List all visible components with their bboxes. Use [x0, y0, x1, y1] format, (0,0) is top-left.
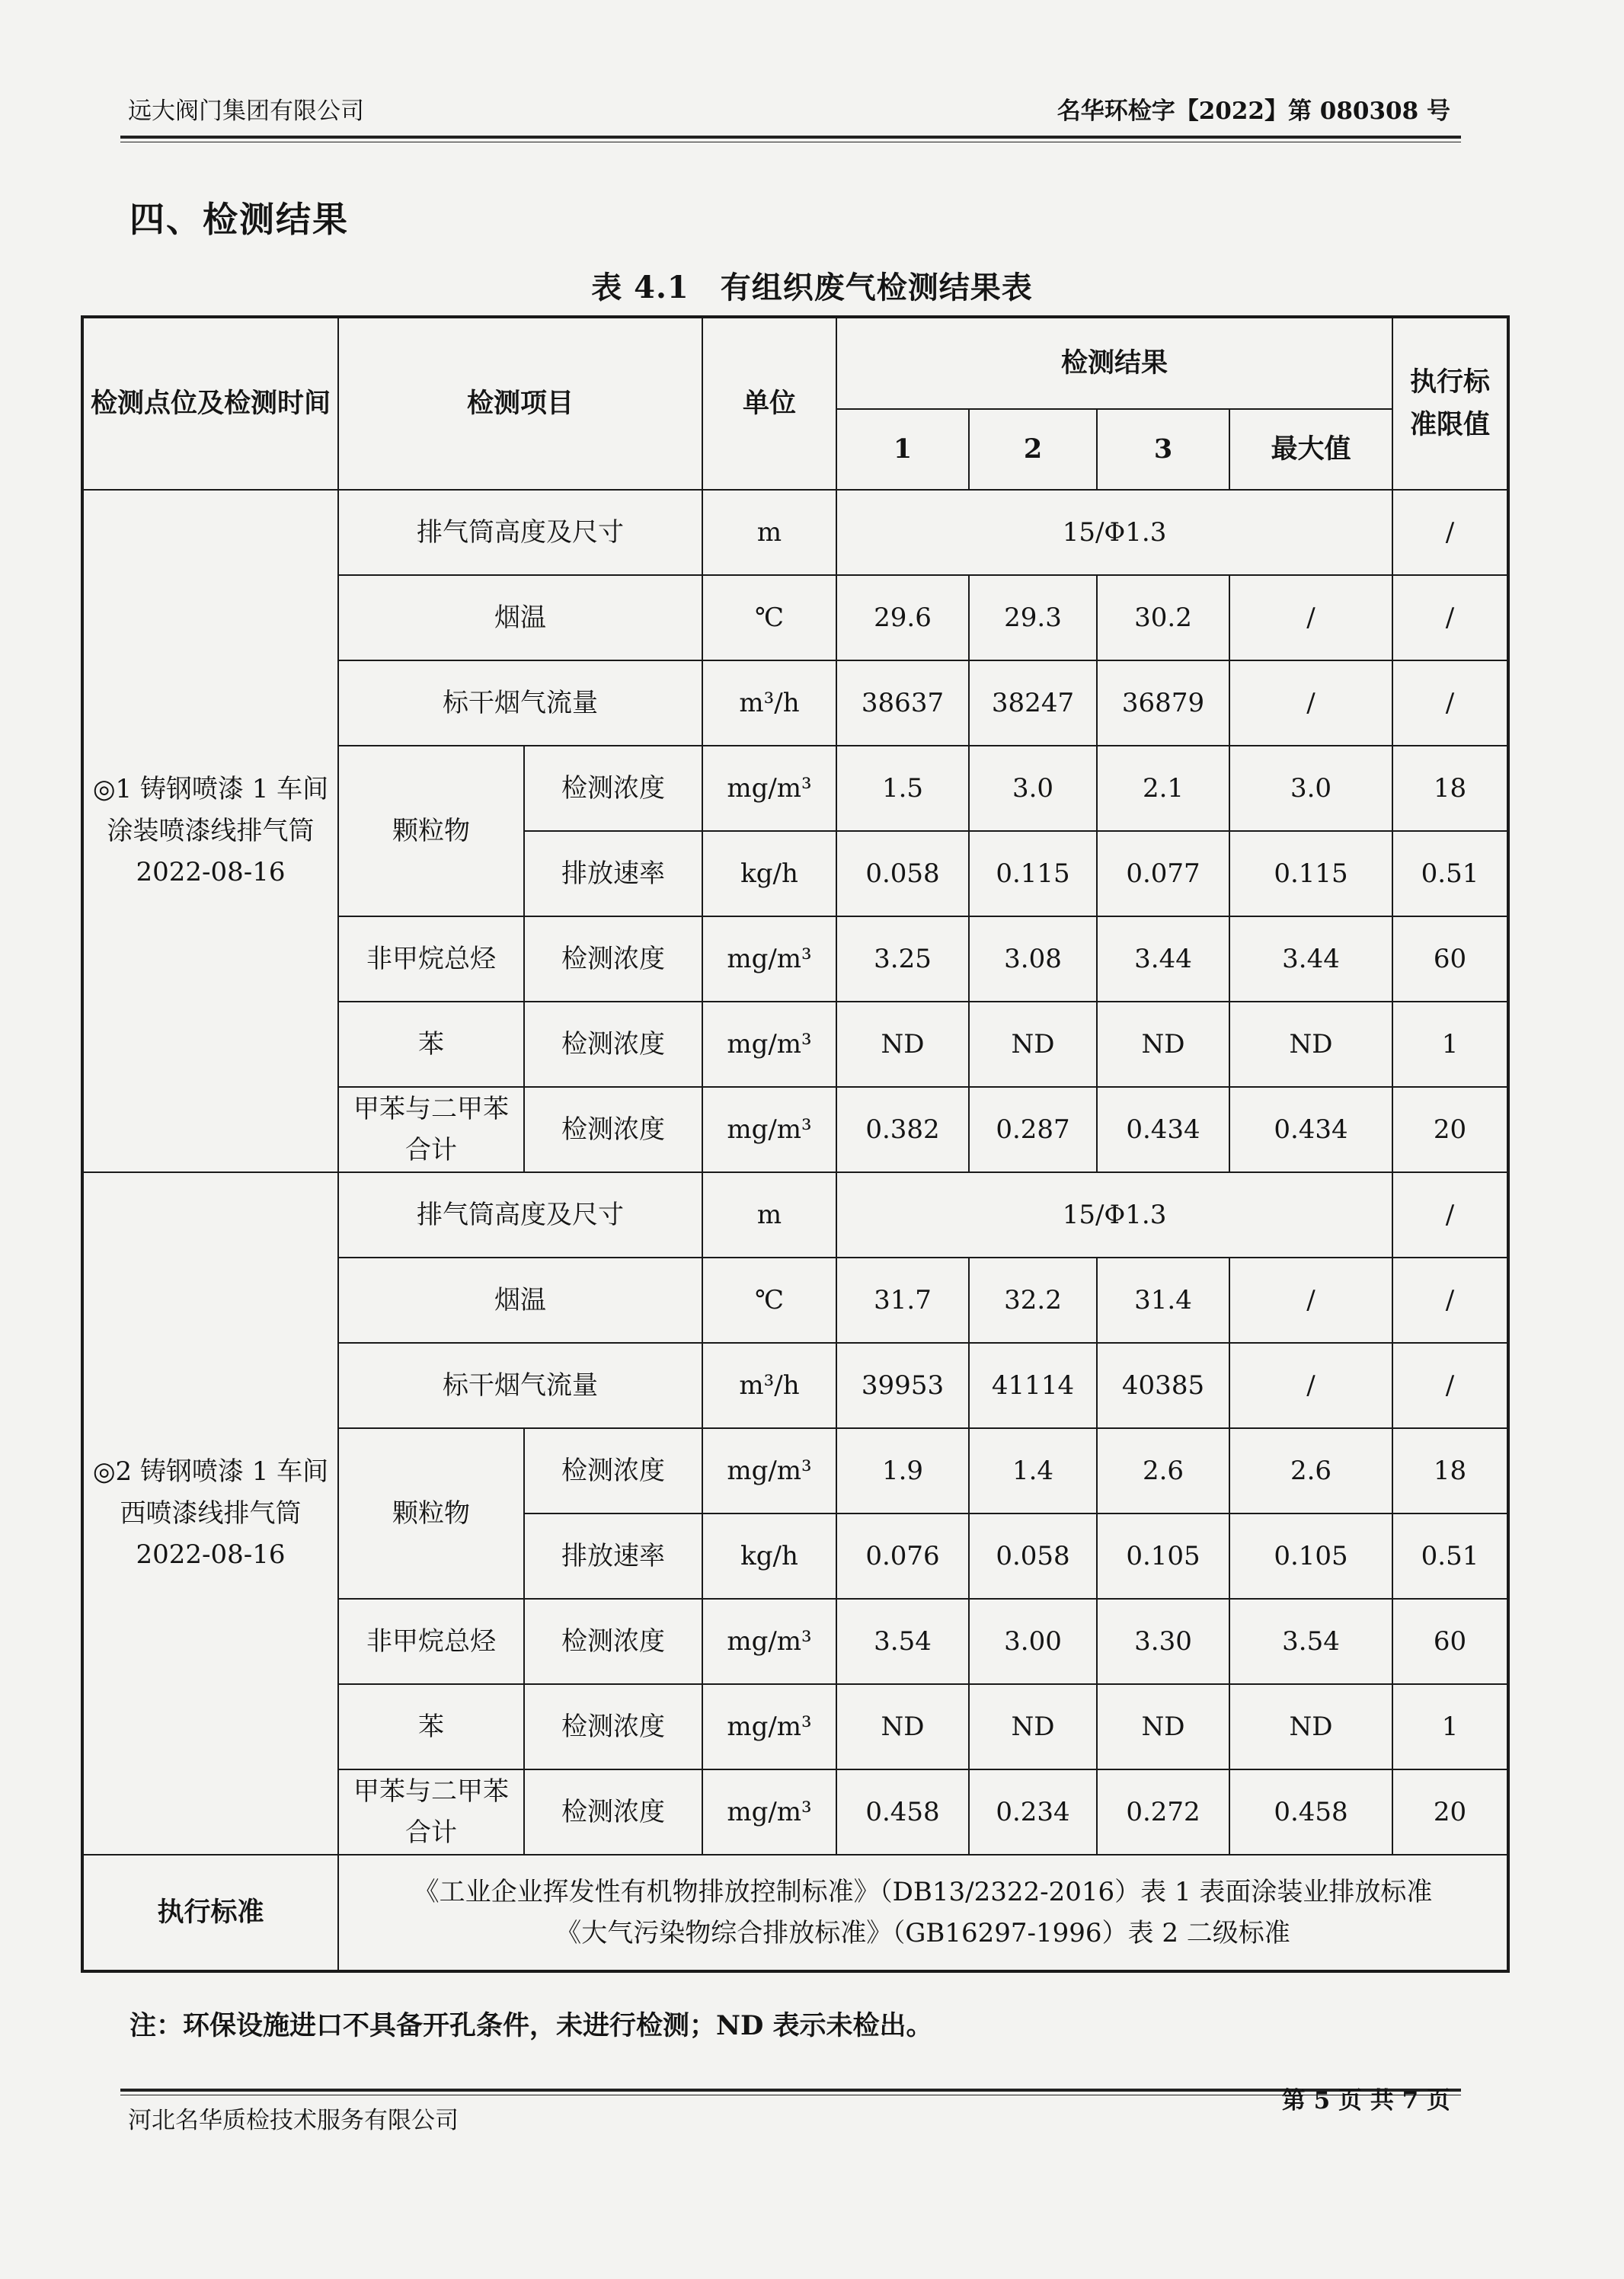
standard-line-1: 《工业企业挥发性有机物排放控制标准》（DB13/2322-2016）表 1 表面涂装业排放标准 [413, 1876, 1433, 1907]
unit-cell: mg/m³ [702, 1428, 836, 1513]
unit-cell: m³/h [702, 1343, 836, 1428]
value-cell: 0.076 [836, 1513, 969, 1599]
value-cell: 2.6 [1097, 1428, 1229, 1513]
value-cell: 29.6 [836, 575, 969, 660]
value-cell: 15/Φ1.3 [836, 1172, 1392, 1258]
footer-page-number: 第 5 页 共 7 页 [1281, 2087, 1450, 2114]
value-cell: ND [969, 1002, 1097, 1087]
limit-cell: 1 [1392, 1002, 1508, 1087]
standard-row [82, 1855, 1508, 1971]
item-cell: 烟温 [338, 1258, 702, 1343]
value-cell: 0.058 [969, 1513, 1097, 1599]
max-cell: 0.115 [1229, 831, 1392, 916]
unit-cell: ℃ [702, 575, 836, 660]
item-cell: 标干烟气流量 [338, 660, 702, 746]
unit-cell: mg/m³ [702, 1769, 836, 1855]
value-cell: 31.4 [1097, 1258, 1229, 1343]
max-cell: 3.44 [1229, 916, 1392, 1002]
value-cell: 0.434 [1097, 1087, 1229, 1172]
table-note: 注：环保设施进口不具备开孔条件，未进行检测；ND 表示未检出。 [129, 2010, 933, 2041]
standard-text [338, 1855, 1508, 1971]
header-item: 检测项目 [338, 317, 702, 490]
item-cell: 颗粒物 [338, 746, 524, 916]
value-cell: 3.54 [836, 1599, 969, 1684]
value-cell: 29.3 [969, 575, 1097, 660]
section-title: 四、检测结果 [129, 199, 349, 240]
unit-cell: kg/h [702, 831, 836, 916]
item-cell: 颗粒物 [338, 1428, 524, 1599]
value-cell: 1.5 [836, 746, 969, 831]
subitem-cell: 检测浓度 [524, 1599, 702, 1684]
max-cell: 3.0 [1229, 746, 1392, 831]
limit-cell: 18 [1392, 746, 1508, 831]
value-cell: 38637 [836, 660, 969, 746]
value-cell: 41114 [969, 1343, 1097, 1428]
value-cell: 3.08 [969, 916, 1097, 1002]
limit-cell: 0.51 [1392, 1513, 1508, 1599]
value-cell: 40385 [1097, 1343, 1229, 1428]
header-n3: 3 [1097, 409, 1229, 490]
value-cell: 0.115 [969, 831, 1097, 916]
item-cell: 苯 [338, 1684, 524, 1769]
value-cell: 0.105 [1097, 1513, 1229, 1599]
max-cell: ND [1229, 1684, 1392, 1769]
value-cell: 39953 [836, 1343, 969, 1428]
value-cell: ND [1097, 1684, 1229, 1769]
max-cell: ND [1229, 1002, 1392, 1087]
max-cell: 0.105 [1229, 1513, 1392, 1599]
item-cell: 甲苯与二甲苯合计 [338, 1769, 524, 1855]
location-cell: ◎1 铸钢喷漆 1 车间涂装喷漆线排气筒 2022-08-16 [82, 490, 338, 1172]
item-cell: 烟温 [338, 575, 702, 660]
max-cell: / [1229, 660, 1392, 746]
header-unit: 单位 [702, 317, 836, 490]
unit-cell: m [702, 490, 836, 575]
table-row [82, 490, 1508, 575]
unit-cell: m [702, 1172, 836, 1258]
value-cell: ND [969, 1684, 1097, 1769]
unit-cell: m³/h [702, 660, 836, 746]
item-cell: 非甲烷总烃 [338, 916, 524, 1002]
value-cell: 15/Φ1.3 [836, 490, 1392, 575]
limit-cell: 18 [1392, 1428, 1508, 1513]
limit-cell: / [1392, 1172, 1508, 1258]
value-cell: 1.4 [969, 1428, 1097, 1513]
max-cell: / [1229, 575, 1392, 660]
limit-cell: 1 [1392, 1684, 1508, 1769]
results-table [81, 315, 1510, 1973]
value-cell: 3.30 [1097, 1599, 1229, 1684]
unit-cell: mg/m³ [702, 1599, 836, 1684]
value-cell: 0.272 [1097, 1769, 1229, 1855]
value-cell: 38247 [969, 660, 1097, 746]
header-n1: 1 [836, 409, 969, 490]
header-limit: 执行标准限值 [1392, 317, 1508, 490]
value-cell: 0.077 [1097, 831, 1229, 916]
value-cell: 3.00 [969, 1599, 1097, 1684]
limit-cell: / [1392, 575, 1508, 660]
value-cell: 0.234 [969, 1769, 1097, 1855]
header-n2: 2 [969, 409, 1097, 490]
subitem-cell: 排放速率 [524, 831, 702, 916]
limit-cell: 60 [1392, 1599, 1508, 1684]
header-rule [120, 136, 1461, 139]
unit-cell: mg/m³ [702, 1684, 836, 1769]
location-cell: ◎2 铸钢喷漆 1 车间西喷漆线排气筒 2022-08-16 [82, 1172, 338, 1855]
value-cell: 0.458 [836, 1769, 969, 1855]
value-cell: 0.058 [836, 831, 969, 916]
value-cell: 32.2 [969, 1258, 1097, 1343]
unit-cell: mg/m³ [702, 1002, 836, 1087]
value-cell: 3.25 [836, 916, 969, 1002]
subitem-cell: 检测浓度 [524, 1769, 702, 1855]
value-cell: 31.7 [836, 1258, 969, 1343]
subitem-cell: 检测浓度 [524, 1087, 702, 1172]
limit-cell: / [1392, 1258, 1508, 1343]
limit-cell: / [1392, 1343, 1508, 1428]
subitem-cell: 排放速率 [524, 1513, 702, 1599]
limit-cell: 20 [1392, 1087, 1508, 1172]
subitem-cell: 检测浓度 [524, 1428, 702, 1513]
item-cell: 排气筒高度及尺寸 [338, 1172, 702, 1258]
value-cell: 2.1 [1097, 746, 1229, 831]
standard-label: 执行标准 [82, 1855, 338, 1971]
subitem-cell: 检测浓度 [524, 916, 702, 1002]
unit-cell: mg/m³ [702, 916, 836, 1002]
value-cell: 36879 [1097, 660, 1229, 746]
footer-rule [120, 2089, 1461, 2092]
item-cell: 标干烟气流量 [338, 1343, 702, 1428]
limit-cell: 60 [1392, 916, 1508, 1002]
limit-cell: 0.51 [1392, 831, 1508, 916]
header-max: 最大值 [1229, 409, 1392, 490]
table-row [82, 1172, 1508, 1258]
item-cell: 苯 [338, 1002, 524, 1087]
max-cell: 0.458 [1229, 1769, 1392, 1855]
max-cell: / [1229, 1258, 1392, 1343]
header-report-number: 名华环检字【2022】第 080308 号 [1057, 97, 1450, 125]
header-company: 远大阀门集团有限公司 [128, 97, 364, 125]
subitem-cell: 检测浓度 [524, 1002, 702, 1087]
unit-cell: ℃ [702, 1258, 836, 1343]
item-cell: 非甲烷总烃 [338, 1599, 524, 1684]
table-caption: 表 4.1 有组织废气检测结果表 [591, 270, 1033, 305]
max-cell: 0.434 [1229, 1087, 1392, 1172]
item-cell: 甲苯与二甲苯合计 [338, 1087, 524, 1172]
header-results: 检测结果 [836, 317, 1392, 409]
value-cell: ND [836, 1002, 969, 1087]
footer-lab: 河北名华质检技术服务有限公司 [128, 2107, 459, 2134]
max-cell: 2.6 [1229, 1428, 1392, 1513]
unit-cell: kg/h [702, 1513, 836, 1599]
limit-cell: / [1392, 490, 1508, 575]
unit-cell: mg/m³ [702, 746, 836, 831]
header-row [82, 317, 1508, 409]
value-cell: 30.2 [1097, 575, 1229, 660]
item-cell: 排气筒高度及尺寸 [338, 490, 702, 575]
limit-cell: / [1392, 660, 1508, 746]
value-cell: 0.382 [836, 1087, 969, 1172]
header-location: 检测点位及检测时间 [82, 317, 338, 490]
subitem-cell: 检测浓度 [524, 746, 702, 831]
value-cell: 3.44 [1097, 916, 1229, 1002]
subitem-cell: 检测浓度 [524, 1684, 702, 1769]
max-cell: / [1229, 1343, 1392, 1428]
value-cell: ND [1097, 1002, 1229, 1087]
limit-cell: 20 [1392, 1769, 1508, 1855]
value-cell: 0.287 [969, 1087, 1097, 1172]
value-cell: 1.9 [836, 1428, 969, 1513]
unit-cell: mg/m³ [702, 1087, 836, 1172]
value-cell: ND [836, 1684, 969, 1769]
standard-line-2: 《大气污染物综合排放标准》（GB16297-1996）表 2 二级标准 [555, 1918, 1290, 1948]
value-cell: 3.0 [969, 746, 1097, 831]
max-cell: 3.54 [1229, 1599, 1392, 1684]
